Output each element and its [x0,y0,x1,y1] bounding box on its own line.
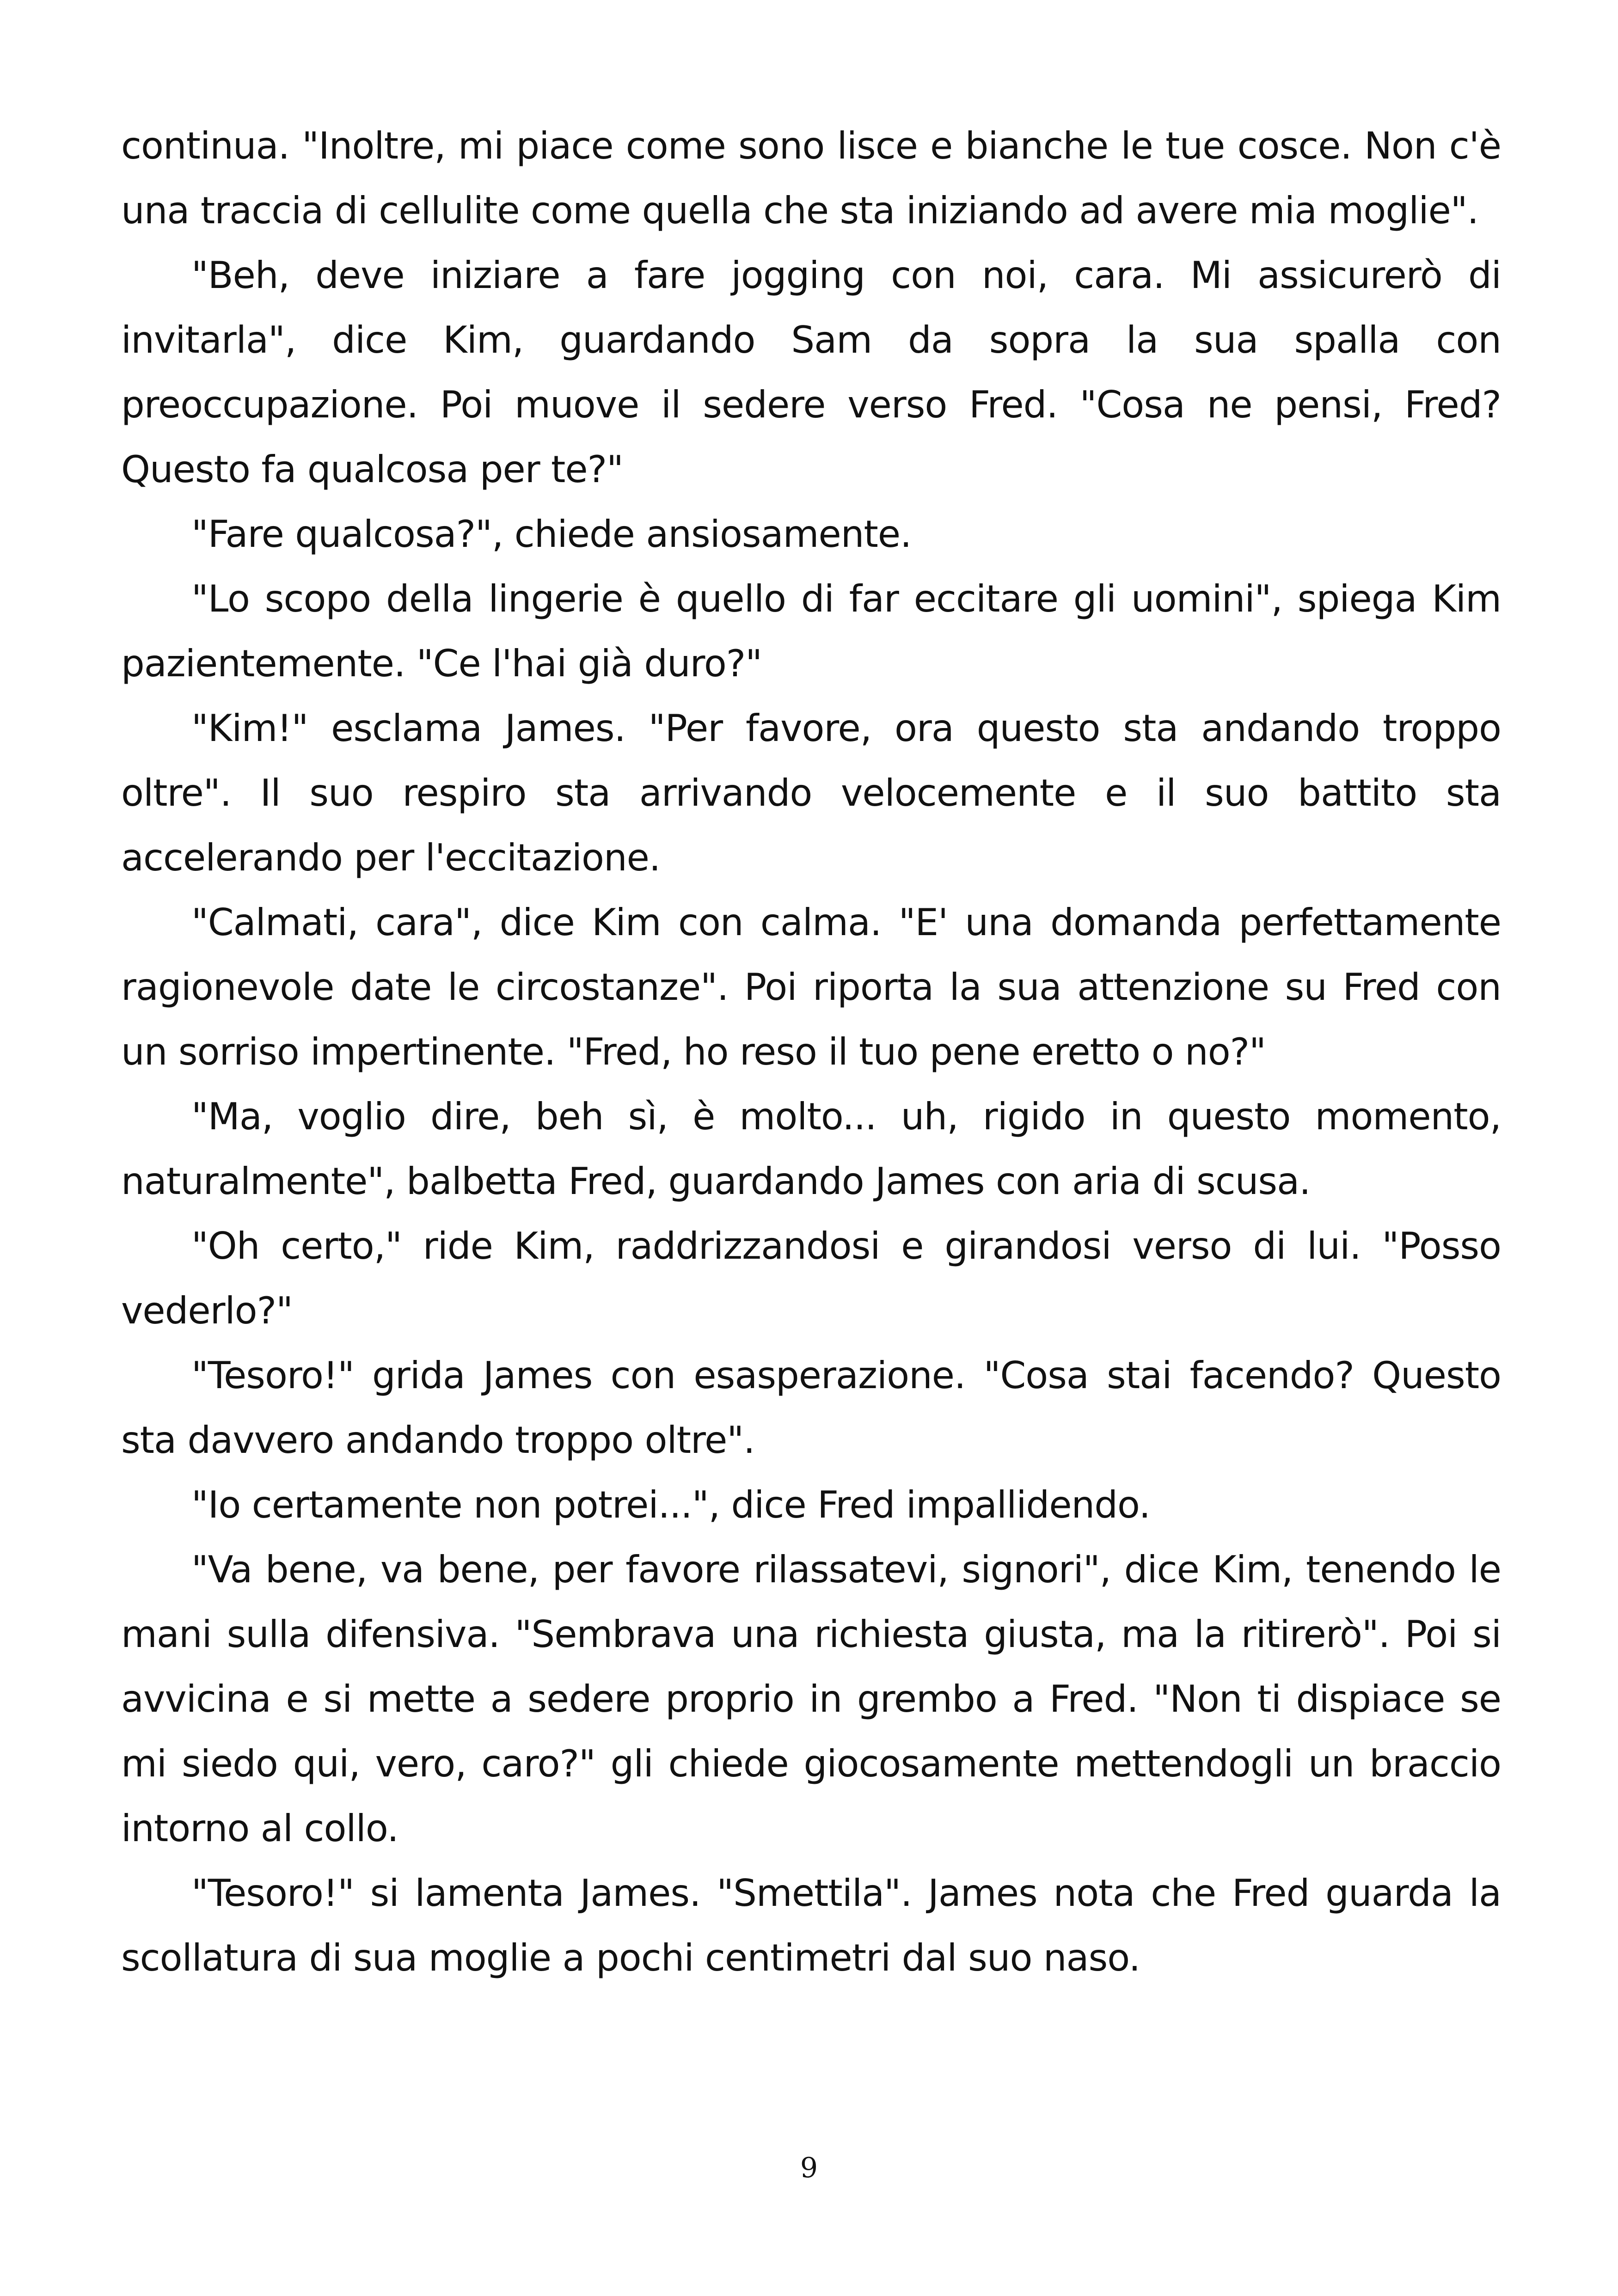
page-number: 9 [800,2152,818,2184]
paragraph-7: "Ma, voglio dire, beh sì, è molto... uh, rigido in questo momento, naturalmente", balbetta Fred, guardando James con aria di scusa. [121,1095,1501,1203]
paragraph-12: "Tesoro!" si lamenta James. "Smettila". James nota che Fred guarda la scollatura di sua moglie a pochi centimetri dal suo naso. [121,1872,1501,1979]
paragraph-3: "Fare qualcosa?", chiede ansiosamente. [191,513,912,556]
paragraph-8: "Oh certo," ride Kim, raddrizzandosi e girandosi verso di lui. "Posso vederlo?" [121,1225,1501,1332]
paragraph-10: "Io certamente non potrei...", dice Fred impallidendo. [191,1483,1151,1526]
paragraph-2: "Beh, deve iniziare a fare jogging con noi, cara. Mi assicurerò di invitarla", dice Kim, guardando Sam da sopra la sua spalla con preoccupazione. Poi muove il sedere verso Fred. "Cosa ne pensi, Fred? Questo fa qualcosa per te?" [121,254,1501,491]
paragraph-11: "Va bene, va bene, per favore rilassatevi, signori", dice Kim, tenendo le mani sulla difensiva. "Sembrava una richiesta giusta, ma la ritirerò". Poi si avvicina e si mette a sedere proprio in grembo a Fred. "Non ti dispiace se mi siedo qui, vero, caro?" gli chiede giocosamente mettendogli un braccio intorno al collo. [121,1548,1501,1850]
paragraph-9: "Tesoro!" grida James con esasperazione. "Cosa stai facendo? Questo sta davvero andando troppo oltre". [121,1354,1501,1462]
body-text [121,114,1501,1990]
paragraph-1: continua. "Inoltre, mi piace come sono lisce e bianche le tue cosce. Non c'è una traccia di cellulite come quella che sta iniziando ad avere mia moglie". [121,124,1501,232]
paragraph-5: "Kim!" esclama James. "Per favore, ora questo sta andando troppo oltre". Il suo respiro sta arrivando velocemente e il suo battito sta accelerando per l'eccitazione. [121,707,1501,879]
paragraph-6: "Calmati, cara", dice Kim con calma. "E' una domanda perfettamente ragionevole date le circostanze". Poi riporta la sua attenzione su Fred con un sorriso impertinente. "Fred, ho reso il tuo pene eretto o no?" [121,901,1501,1073]
paragraph-4: "Lo scopo della lingerie è quello di far eccitare gli uomini", spiega Kim pazientemente. "Ce l'hai già duro?" [121,577,1501,685]
